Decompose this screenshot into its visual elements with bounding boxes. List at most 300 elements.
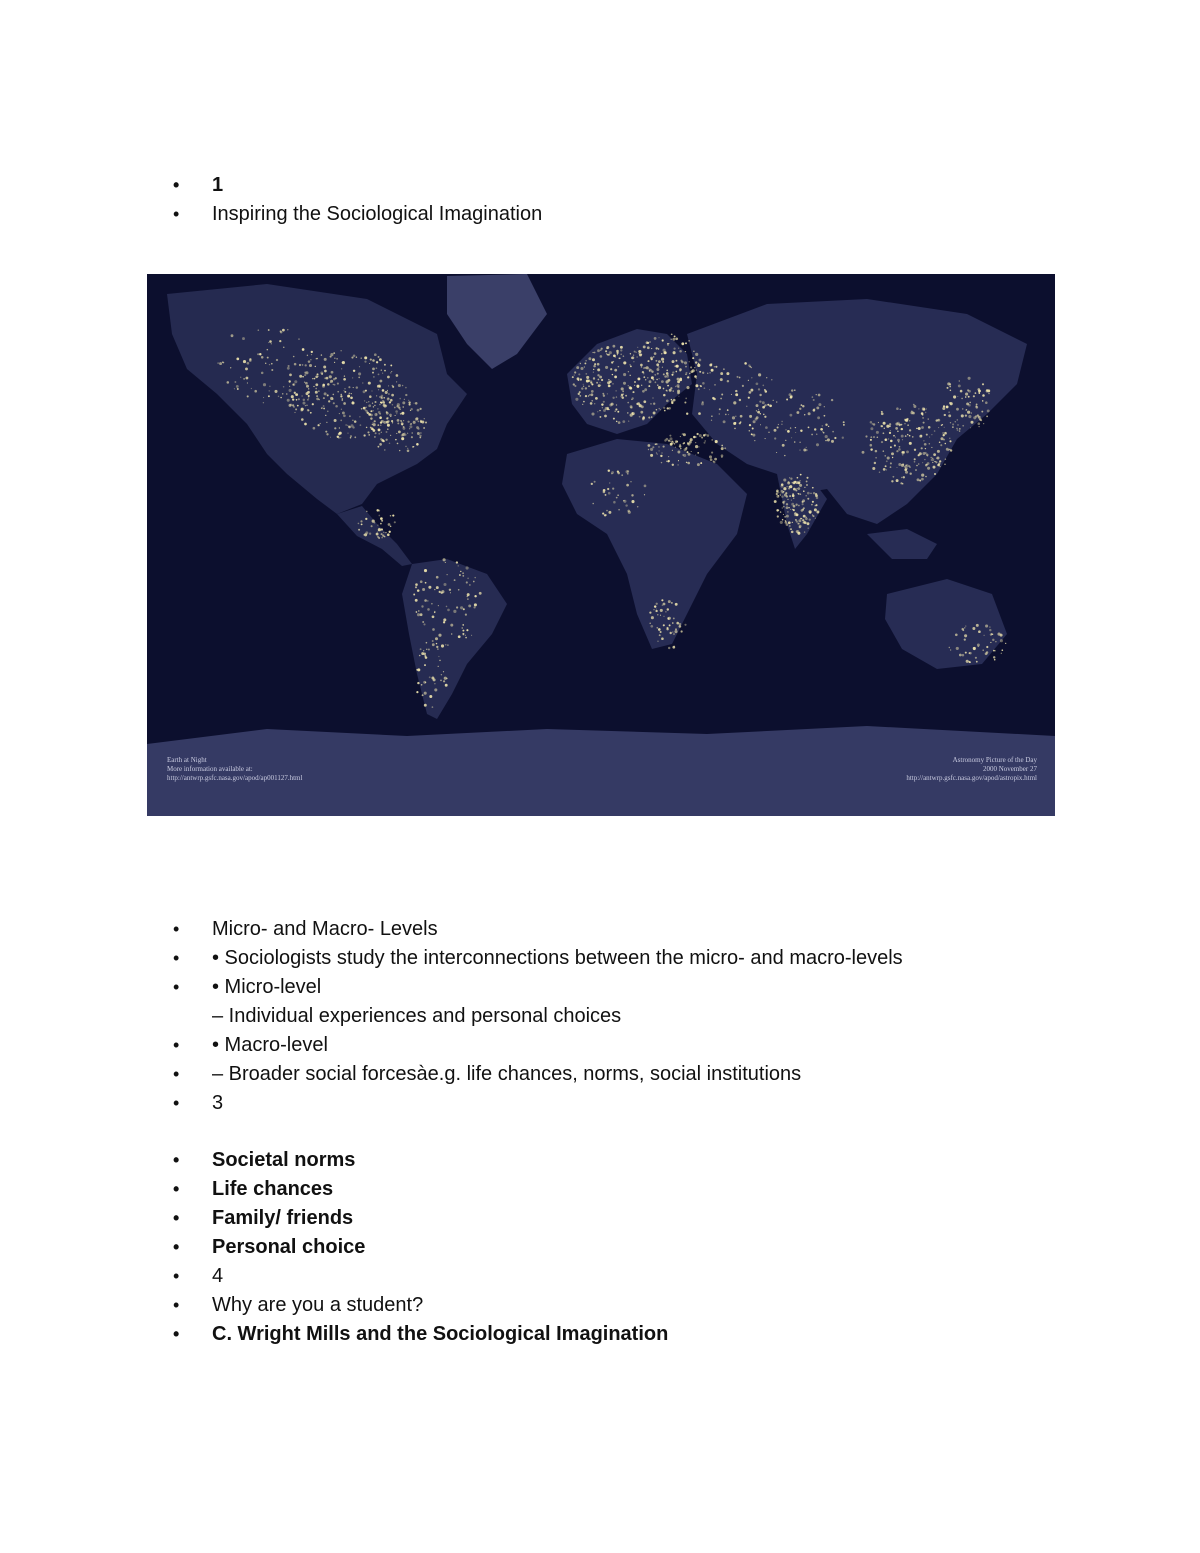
- city-light: [697, 364, 700, 367]
- city-light: [398, 430, 401, 433]
- city-light: [902, 454, 904, 456]
- city-light: [283, 386, 285, 388]
- city-light: [763, 414, 764, 415]
- city-light: [415, 402, 418, 405]
- city-light: [799, 442, 800, 443]
- city-light: [374, 405, 375, 406]
- city-light: [381, 533, 383, 535]
- city-light: [469, 584, 470, 585]
- city-light: [883, 432, 885, 434]
- city-light: [342, 361, 345, 364]
- city-light: [383, 397, 385, 399]
- city-light: [774, 429, 777, 432]
- city-light: [315, 383, 318, 386]
- city-light: [901, 428, 903, 430]
- city-light: [358, 529, 360, 531]
- city-light: [305, 371, 308, 374]
- city-light: [667, 379, 670, 382]
- city-light: [302, 348, 305, 351]
- city-light: [658, 450, 659, 451]
- city-light: [385, 405, 387, 407]
- city-light: [642, 390, 645, 393]
- city-light: [367, 431, 369, 433]
- city-light: [957, 429, 959, 431]
- city-light: [341, 394, 342, 395]
- city-light: [905, 471, 908, 474]
- city-light: [631, 494, 633, 496]
- city-light: [641, 405, 644, 408]
- city-light: [926, 434, 928, 436]
- city-light: [944, 432, 947, 435]
- city-light: [656, 627, 658, 629]
- city-light: [776, 495, 779, 498]
- city-light: [923, 422, 925, 424]
- city-light: [800, 493, 802, 495]
- city-light: [690, 366, 692, 368]
- city-light: [921, 447, 923, 449]
- city-light: [957, 396, 958, 397]
- city-light: [599, 382, 600, 383]
- city-light: [338, 437, 340, 439]
- city-light: [966, 660, 969, 663]
- city-light: [631, 500, 634, 503]
- city-light: [813, 492, 815, 494]
- city-light: [439, 660, 441, 662]
- city-light: [806, 480, 808, 482]
- city-light: [458, 565, 459, 566]
- city-light: [983, 423, 984, 424]
- city-light: [678, 348, 679, 349]
- city-light: [377, 536, 379, 538]
- city-light: [342, 400, 343, 401]
- city-light: [341, 368, 342, 369]
- city-light: [653, 609, 654, 610]
- city-light: [985, 401, 988, 404]
- city-light: [744, 362, 747, 365]
- city-light: [902, 451, 905, 454]
- city-light: [432, 706, 434, 708]
- city-light: [473, 606, 475, 608]
- city-light: [342, 411, 345, 414]
- city-light: [628, 511, 631, 514]
- city-light: [641, 385, 642, 386]
- city-light: [361, 523, 363, 525]
- city-light: [807, 522, 810, 525]
- city-light: [610, 368, 612, 370]
- city-light: [950, 449, 952, 451]
- city-light: [956, 408, 959, 411]
- city-light: [332, 398, 333, 399]
- city-light: [764, 416, 766, 418]
- city-light: [420, 648, 422, 650]
- city-light: [922, 462, 923, 463]
- city-light: [661, 462, 662, 463]
- city-light: [776, 493, 778, 495]
- city-light: [579, 395, 581, 397]
- city-light: [686, 462, 688, 464]
- city-light: [948, 411, 950, 413]
- city-light: [443, 621, 445, 623]
- city-light: [907, 434, 908, 435]
- city-light: [886, 460, 888, 462]
- city-light: [676, 384, 679, 387]
- city-light: [294, 412, 295, 413]
- city-light: [280, 397, 282, 399]
- city-light: [714, 366, 715, 367]
- city-light: [978, 422, 981, 425]
- city-light: [658, 337, 659, 338]
- city-light: [451, 633, 452, 634]
- city-light: [909, 435, 911, 437]
- city-light: [968, 404, 971, 407]
- city-light: [390, 526, 392, 528]
- city-light: [800, 430, 802, 432]
- city-light: [649, 623, 651, 625]
- city-light: [387, 398, 390, 401]
- city-light: [931, 447, 932, 448]
- city-light: [925, 476, 927, 478]
- city-light: [802, 405, 804, 407]
- city-light: [978, 390, 981, 393]
- city-light: [673, 399, 676, 402]
- city-light: [653, 379, 655, 381]
- city-light: [758, 373, 761, 376]
- city-light: [870, 448, 872, 450]
- city-light: [372, 410, 373, 411]
- city-light: [865, 435, 867, 437]
- city-light: [964, 627, 965, 628]
- city-light: [883, 468, 886, 471]
- city-light: [608, 511, 611, 514]
- list-item-c-wright-mills: • C. Wright Mills and the Sociological Imagination: [0, 1320, 668, 1349]
- city-light: [679, 445, 682, 448]
- city-light: [373, 429, 376, 432]
- city-light: [965, 414, 967, 416]
- city-light: [391, 371, 392, 372]
- city-light: [376, 509, 378, 511]
- city-light: [658, 348, 659, 349]
- city-light: [467, 577, 469, 579]
- city-light: [438, 634, 441, 637]
- city-light: [609, 482, 610, 483]
- city-light: [900, 424, 902, 426]
- city-light: [660, 409, 661, 410]
- city-light: [339, 427, 340, 428]
- city-light: [591, 400, 593, 402]
- city-light: [361, 357, 362, 358]
- city-light: [395, 415, 396, 416]
- city-light: [694, 367, 695, 368]
- city-light: [739, 377, 741, 379]
- city-light: [667, 608, 669, 610]
- city-light: [679, 368, 682, 371]
- city-light: [416, 443, 419, 446]
- city-light: [629, 386, 632, 389]
- city-light: [621, 387, 624, 390]
- city-light: [887, 456, 890, 459]
- city-light: [411, 408, 413, 410]
- city-light: [711, 369, 714, 372]
- city-light: [347, 395, 350, 398]
- city-light: [474, 577, 475, 578]
- city-light: [696, 433, 698, 435]
- city-light: [663, 624, 665, 626]
- city-light: [588, 385, 590, 387]
- city-light: [709, 389, 710, 390]
- city-light: [385, 439, 387, 441]
- city-light: [323, 408, 325, 410]
- city-light: [673, 633, 675, 635]
- city-light: [687, 442, 689, 444]
- city-light: [658, 360, 661, 363]
- city-light: [352, 420, 353, 421]
- city-light: [378, 356, 380, 358]
- city-light: [325, 431, 327, 433]
- city-light: [473, 581, 475, 583]
- city-light: [807, 498, 809, 500]
- city-light: [311, 354, 312, 355]
- city-light: [710, 458, 713, 461]
- city-light: [365, 518, 367, 520]
- city-light: [403, 406, 404, 407]
- city-light: [333, 352, 335, 354]
- city-light: [589, 394, 590, 395]
- city-light: [648, 385, 650, 387]
- city-light: [637, 347, 638, 348]
- city-light: [968, 396, 970, 398]
- city-light: [934, 473, 936, 475]
- city-light: [265, 363, 266, 364]
- city-light: [628, 421, 629, 422]
- city-light: [607, 488, 609, 490]
- city-light: [870, 444, 873, 447]
- city-light: [905, 435, 907, 437]
- city-light: [926, 453, 929, 456]
- city-light: [804, 414, 805, 415]
- city-light: [783, 506, 785, 508]
- city-light: [299, 364, 301, 366]
- city-light: [414, 403, 415, 404]
- city-light: [396, 381, 397, 382]
- city-light: [378, 389, 379, 390]
- city-light: [599, 410, 600, 411]
- city-light: [443, 671, 444, 672]
- city-light: [261, 372, 264, 375]
- city-light: [649, 380, 652, 383]
- city-light: [634, 385, 635, 386]
- city-light: [935, 461, 937, 463]
- city-light: [918, 463, 920, 465]
- city-light: [301, 418, 304, 421]
- city-light: [289, 386, 290, 387]
- city-light: [878, 422, 879, 423]
- city-light: [405, 394, 407, 396]
- city-light: [891, 480, 893, 482]
- city-light: [402, 385, 404, 387]
- city-light: [594, 403, 595, 404]
- city-light: [655, 381, 657, 383]
- city-light: [301, 395, 302, 396]
- city-light: [760, 424, 761, 425]
- city-light: [778, 424, 779, 425]
- city-light: [803, 490, 805, 492]
- city-light: [386, 412, 389, 415]
- city-light: [635, 352, 636, 353]
- city-light: [757, 411, 760, 414]
- city-light: [594, 481, 596, 483]
- city-light: [643, 400, 646, 403]
- city-light: [652, 397, 653, 398]
- city-light: [593, 377, 595, 379]
- city-light: [584, 362, 586, 364]
- city-light: [378, 528, 381, 531]
- city-light: [662, 339, 664, 341]
- city-light: [377, 424, 379, 426]
- city-light: [663, 373, 665, 375]
- city-light: [777, 515, 779, 517]
- city-light: [690, 438, 693, 441]
- city-light: [921, 426, 924, 429]
- city-light: [574, 375, 575, 376]
- city-light: [309, 364, 312, 367]
- city-light: [366, 402, 367, 403]
- city-light: [390, 364, 392, 366]
- city-light: [366, 427, 368, 429]
- city-light: [781, 483, 784, 486]
- city-light: [623, 394, 624, 395]
- city-light: [580, 378, 582, 380]
- city-light: [617, 494, 618, 495]
- city-light: [247, 362, 250, 365]
- city-light: [303, 399, 305, 401]
- image-credit-right: Astronomy Picture of the Day 2000 November 27 http://antwrp.gsfc.nasa.gov/apod/astropix.html: [906, 756, 1037, 782]
- city-light: [608, 469, 610, 471]
- city-light: [462, 630, 464, 632]
- city-light: [381, 520, 383, 522]
- city-light: [425, 656, 428, 659]
- city-light: [721, 454, 724, 457]
- city-light: [695, 353, 698, 356]
- city-light: [975, 657, 977, 659]
- city-light: [631, 399, 632, 400]
- city-light: [313, 386, 314, 387]
- city-light: [420, 420, 422, 422]
- city-light: [870, 427, 873, 430]
- city-light: [372, 520, 375, 523]
- city-light: [616, 396, 617, 397]
- city-light: [433, 678, 436, 681]
- city-light: [1001, 649, 1003, 651]
- city-light: [883, 450, 885, 452]
- city-light: [786, 515, 789, 518]
- city-light: [964, 639, 966, 641]
- city-light: [641, 366, 643, 368]
- city-light: [993, 656, 995, 658]
- city-light: [628, 385, 629, 386]
- city-light: [928, 419, 929, 420]
- city-light: [601, 403, 603, 405]
- city-light: [417, 682, 419, 684]
- city-light: [269, 390, 270, 391]
- city-light: [626, 470, 629, 473]
- city-light: [727, 409, 729, 411]
- city-light: [465, 637, 467, 639]
- city-light: [695, 454, 696, 455]
- city-light: [450, 624, 453, 627]
- city-light: [703, 434, 705, 436]
- city-light: [655, 360, 657, 362]
- city-light: [759, 400, 761, 402]
- city-light: [781, 495, 783, 497]
- city-light: [363, 407, 366, 410]
- city-light: [658, 386, 661, 389]
- city-light: [820, 428, 823, 431]
- city-light: [658, 366, 660, 368]
- city-light: [584, 366, 585, 367]
- city-light: [956, 428, 958, 430]
- city-light: [459, 574, 461, 576]
- city-light: [782, 444, 785, 447]
- city-light: [647, 342, 649, 344]
- city-light: [673, 390, 674, 391]
- city-light: [818, 394, 821, 397]
- city-light: [402, 401, 405, 404]
- city-light: [787, 430, 790, 433]
- city-light: [699, 371, 701, 373]
- city-light: [400, 420, 402, 422]
- city-light: [378, 515, 380, 517]
- city-light: [254, 390, 257, 393]
- city-light: [694, 375, 697, 378]
- city-light: [731, 394, 732, 395]
- city-light: [591, 390, 594, 393]
- city-light: [801, 518, 802, 519]
- city-light: [952, 426, 954, 428]
- city-light: [682, 433, 684, 435]
- city-light: [422, 694, 424, 696]
- city-light: [606, 346, 609, 349]
- city-light: [428, 586, 431, 589]
- city-light: [334, 358, 335, 359]
- city-light: [660, 455, 662, 457]
- city-light: [618, 421, 621, 424]
- city-light: [671, 602, 673, 604]
- city-light: [396, 433, 397, 434]
- city-light: [657, 385, 658, 386]
- city-light: [410, 423, 412, 425]
- city-light: [397, 419, 400, 422]
- city-light: [600, 355, 603, 358]
- city-light: [825, 424, 827, 426]
- city-light: [613, 501, 616, 504]
- city-light: [348, 386, 350, 388]
- city-light: [368, 401, 369, 402]
- city-light: [783, 478, 786, 481]
- city-light: [377, 408, 378, 409]
- city-light: [364, 356, 367, 359]
- city-light: [622, 420, 625, 423]
- city-light: [978, 416, 981, 419]
- city-light: [720, 378, 723, 381]
- city-light: [603, 401, 605, 403]
- city-light: [326, 433, 328, 435]
- city-light: [805, 516, 807, 518]
- city-light: [578, 373, 580, 375]
- city-light: [983, 635, 984, 636]
- city-light: [666, 399, 669, 402]
- city-light: [918, 408, 919, 409]
- city-light: [278, 396, 279, 397]
